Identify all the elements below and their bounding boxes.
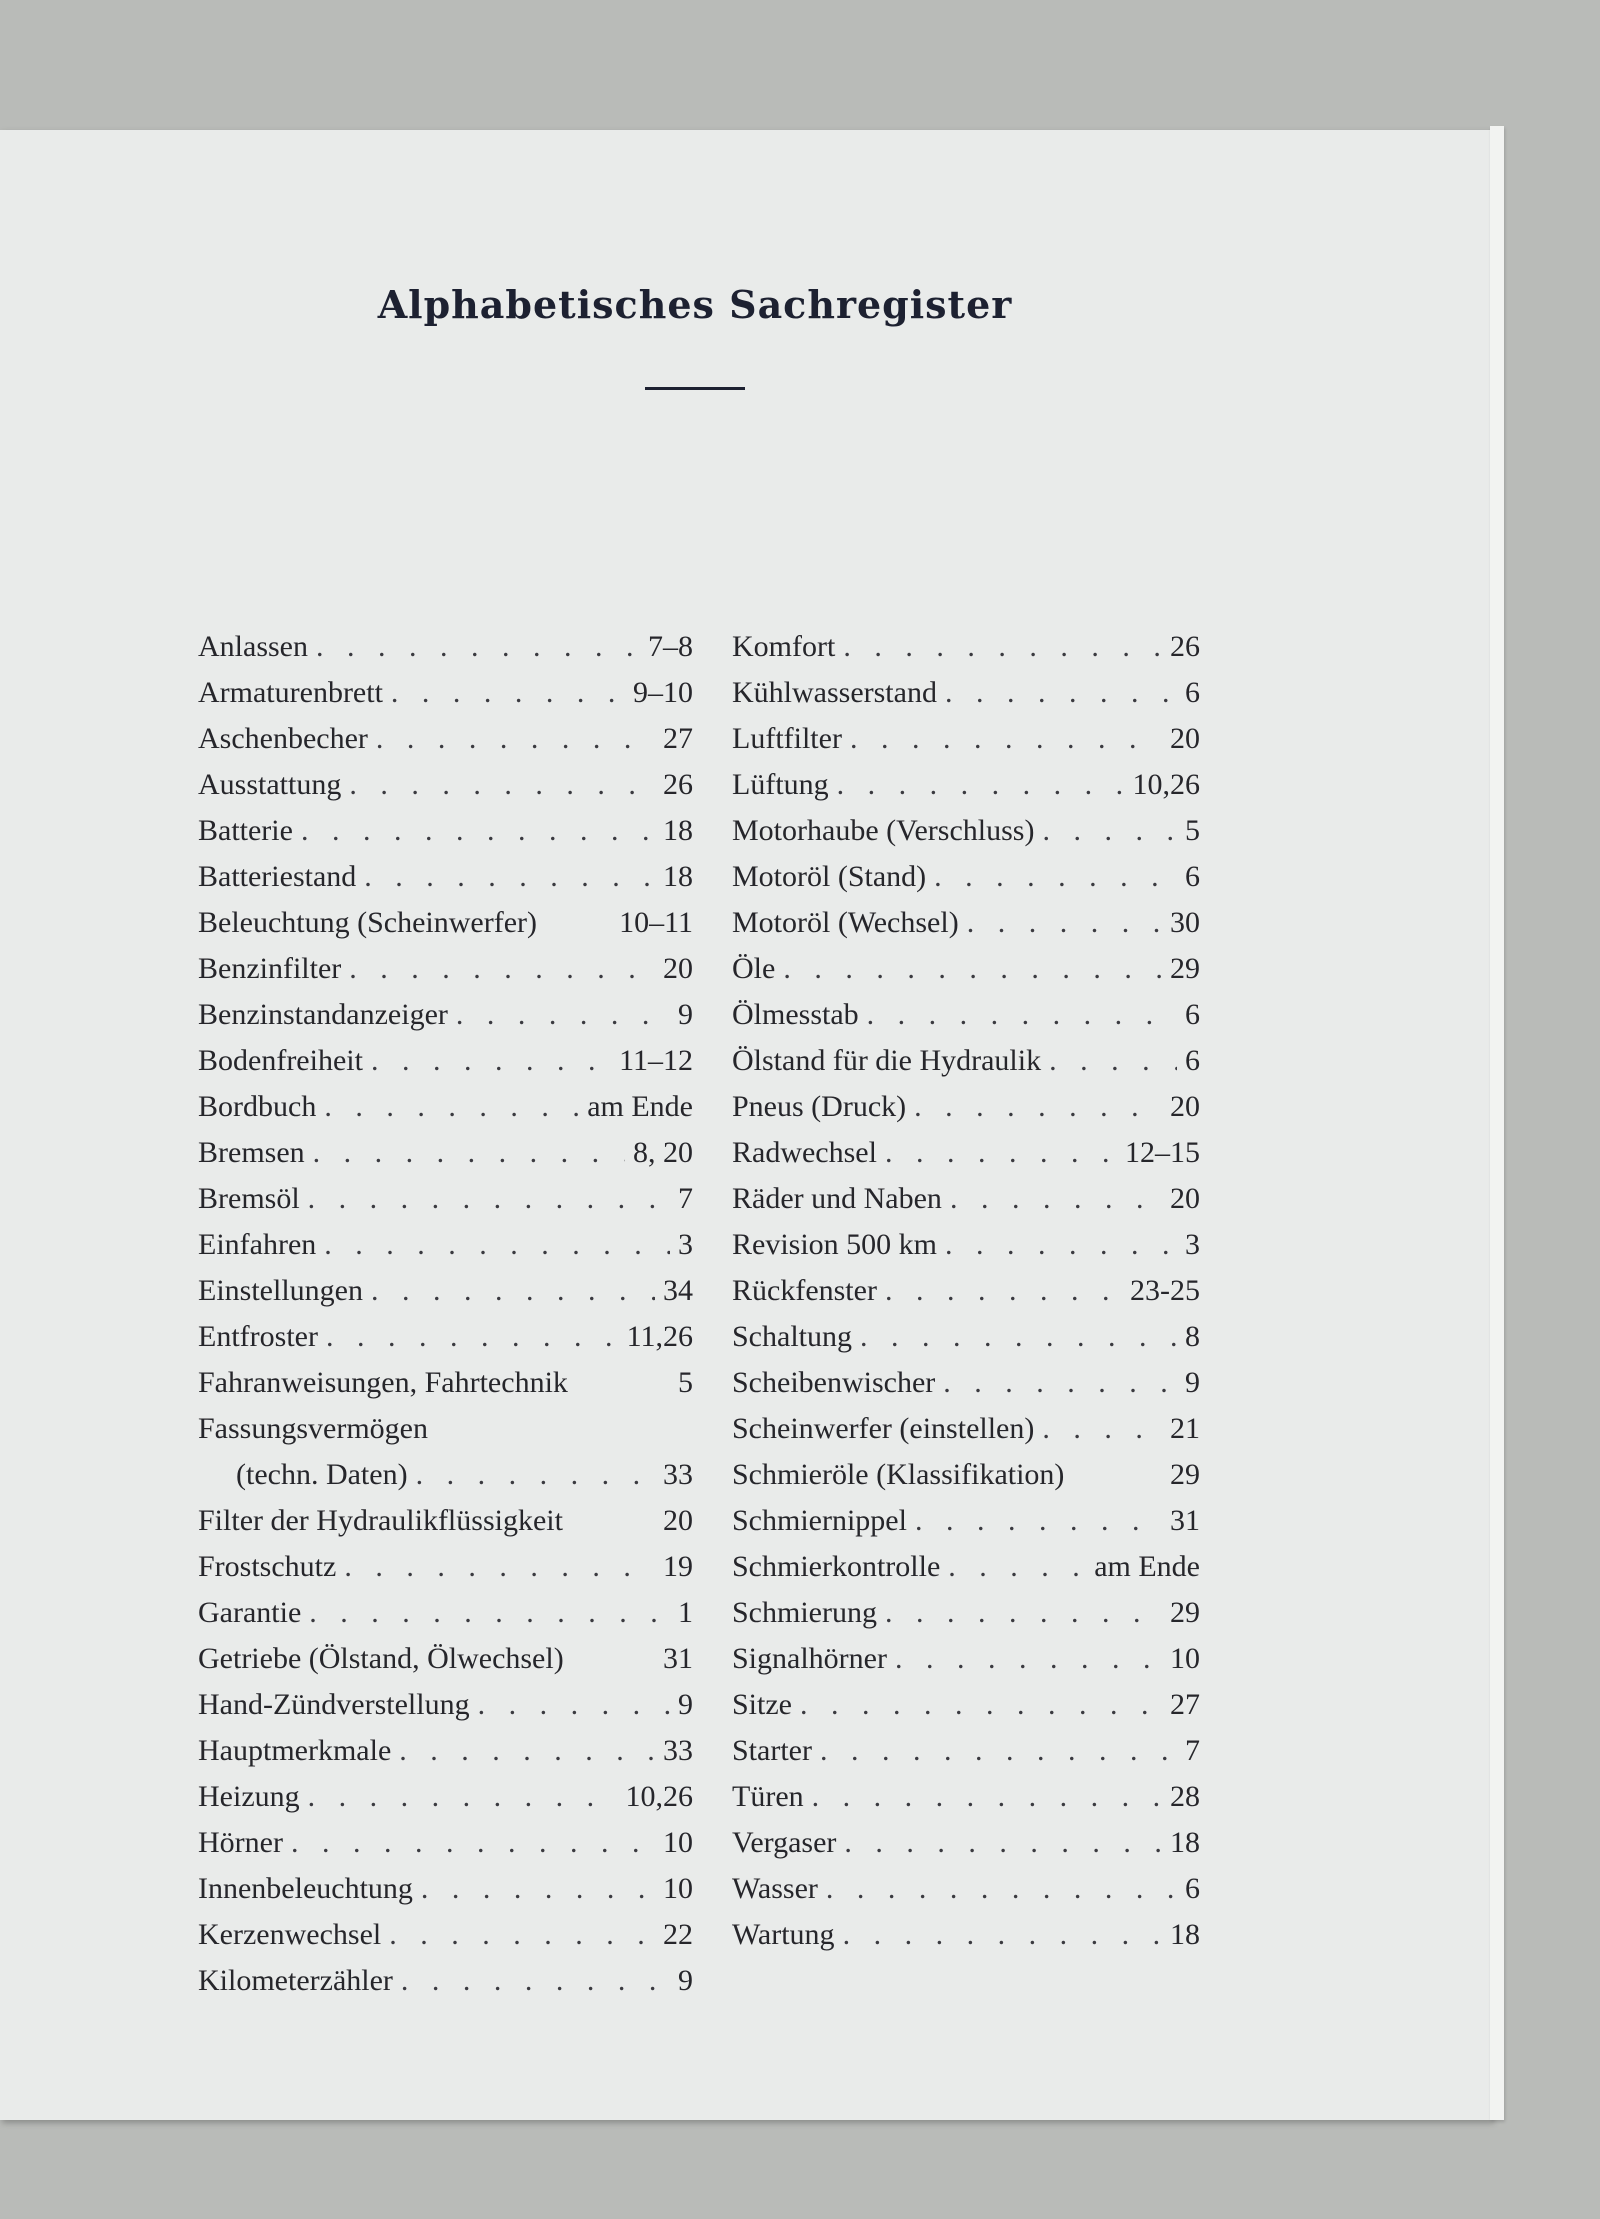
index-page-number: 6 [1185, 998, 1200, 1031]
index-entry [198, 1182, 693, 1228]
index-page-number: 31 [1170, 1504, 1200, 1537]
page-title: Alphabetisches Sachregister [377, 282, 1013, 327]
index-entry [198, 998, 693, 1044]
dot-leader [800, 1688, 1162, 1722]
index-page-number: 27 [663, 722, 693, 755]
index-entry [198, 1596, 693, 1642]
index-entry [732, 1366, 1200, 1412]
index-page-number: 9 [678, 1964, 693, 1997]
index-term: Rückfenster [732, 1274, 877, 1307]
index-entry [732, 814, 1200, 860]
index-entry [732, 1136, 1200, 1182]
index-term: Getriebe (Ölstand, Ölwechsel) [198, 1642, 564, 1675]
dot-leader [344, 1550, 655, 1584]
dot-leader [934, 860, 1177, 894]
index-term: Fassungsvermögen [198, 1412, 428, 1445]
dot-leader [950, 1182, 1162, 1216]
dot-leader [1042, 1412, 1162, 1446]
index-page-number: 10,26 [1132, 768, 1200, 801]
dot-leader [914, 1090, 1162, 1124]
index-page-number: 5 [1185, 814, 1200, 847]
index-entry [198, 860, 693, 906]
index-page-number: 18 [663, 814, 693, 847]
index-page-number: 18 [1170, 1826, 1200, 1859]
index-term: Ausstattung [198, 768, 342, 801]
dot-leader [843, 630, 1162, 664]
dot-leader [885, 1136, 1117, 1170]
index-term: (techn. Daten) [236, 1458, 408, 1491]
dot-leader [850, 722, 1162, 756]
index-page-number: 10 [663, 1826, 693, 1859]
index-page-number: 9 [678, 1688, 693, 1721]
index-entry [198, 1872, 693, 1918]
index-entry [732, 1734, 1200, 1780]
index-term: Hauptmerkmale [198, 1734, 392, 1767]
dot-leader [313, 1136, 625, 1170]
index-term: Einfahren [198, 1228, 317, 1261]
index-term: Vergaser [732, 1826, 837, 1859]
index-page-number: 31 [663, 1642, 693, 1675]
index-term: Scheinwerfer (einstellen) [732, 1412, 1035, 1445]
dot-leader [291, 1826, 655, 1860]
index-page-number: 20 [663, 952, 693, 985]
index-page-number: 9–10 [633, 676, 693, 709]
index-entry [198, 676, 693, 722]
index-entry [198, 1458, 693, 1504]
index-entry [732, 998, 1200, 1044]
index-entry [732, 630, 1200, 676]
index-page-number: 20 [1170, 1182, 1200, 1215]
index-entry [732, 1320, 1200, 1366]
index-page-number: am Ende [1094, 1550, 1200, 1583]
dot-leader [1042, 814, 1177, 848]
index-term: Batterie [198, 814, 293, 847]
dot-leader [826, 1872, 1177, 1906]
dot-leader [391, 676, 625, 710]
dot-leader [837, 768, 1125, 802]
index-entry [732, 722, 1200, 768]
index-page-number: 6 [1185, 860, 1200, 893]
index-term: Signalhörner [732, 1642, 887, 1675]
index-entry [198, 1688, 693, 1734]
index-page-number: 8 [1185, 1320, 1200, 1353]
index-page-number: 33 [663, 1458, 693, 1491]
index-page-number: 7 [1185, 1734, 1200, 1767]
index-term: Hand-Zündverstellung [198, 1688, 470, 1721]
index-page-number: 9 [678, 998, 693, 1031]
index-term: Kühlwasserstand [732, 676, 937, 709]
index-page-number: 3 [678, 1228, 693, 1261]
dot-leader [885, 1596, 1162, 1630]
index-term: Beleuchtung (Scheinwerfer) [198, 906, 538, 939]
index-page-number: 5 [678, 1366, 693, 1399]
index-term: Schmiernippel [732, 1504, 907, 1537]
index-term: Bremsen [198, 1136, 305, 1169]
index-page-number: 9 [1185, 1366, 1200, 1399]
index-entry [732, 1642, 1200, 1688]
index-term: Kilometerzähler [198, 1964, 393, 1997]
index-term: Innenbeleuchtung [198, 1872, 413, 1905]
dot-leader [326, 1320, 619, 1354]
index-entry [198, 1090, 693, 1136]
index-entry [198, 906, 693, 952]
index-page-number: 6 [1185, 1872, 1200, 1905]
index-entry [198, 1504, 693, 1550]
index-entry [198, 1918, 693, 1964]
index-page-number: 28 [1170, 1780, 1200, 1813]
index-term: Bremsöl [198, 1182, 300, 1215]
index-page-number: 33 [663, 1734, 693, 1767]
index-entry [732, 1688, 1200, 1734]
index-page-number: 8, 20 [633, 1136, 693, 1169]
index-entry [198, 1734, 693, 1780]
index-term: Benzinstandanzeiger [198, 998, 448, 1031]
index-term: Wartung [732, 1918, 835, 1951]
dot-leader [967, 906, 1162, 940]
index-entry [198, 1412, 693, 1458]
index-entry [732, 952, 1200, 998]
dot-leader [364, 860, 655, 894]
index-term: Türen [732, 1780, 804, 1813]
index-term: Batteriestand [198, 860, 357, 893]
dot-leader [389, 1918, 655, 1952]
index-term: Motorhaube (Verschluss) [732, 814, 1035, 847]
index-entry [198, 1964, 693, 2010]
index-term: Motoröl (Stand) [732, 860, 927, 893]
index-page-number: 23-25 [1130, 1274, 1200, 1307]
index-entry [198, 952, 693, 998]
index-page-number: 30 [1170, 906, 1200, 939]
index-entry [732, 1872, 1200, 1918]
index-page-number: 7 [678, 1182, 693, 1215]
dot-leader [943, 1366, 1177, 1400]
dot-leader [349, 768, 655, 802]
index-entry [198, 814, 693, 860]
index-page-number: 18 [663, 860, 693, 893]
index-term: Benzinfilter [198, 952, 342, 985]
index-entry [732, 1780, 1200, 1826]
dot-leader [301, 814, 655, 848]
index-page-number: 22 [663, 1918, 693, 1951]
index-entry [732, 768, 1200, 814]
index-page-number: 34 [663, 1274, 693, 1307]
index-term: Öle [732, 952, 776, 985]
index-page-number: 12–15 [1125, 1136, 1200, 1169]
index-entry [198, 1274, 693, 1320]
index-page-number: 21 [1170, 1412, 1200, 1445]
index-term: Ölmesstab [732, 998, 859, 1031]
title-underline [645, 387, 745, 390]
index-term: Hörner [198, 1826, 283, 1859]
index-entry [732, 1596, 1200, 1642]
index-term: Bordbuch [198, 1090, 317, 1123]
dot-leader [783, 952, 1162, 986]
index-page-number: 11–12 [619, 1044, 693, 1077]
index-entry [198, 1044, 693, 1090]
dot-leader [945, 676, 1177, 710]
dot-leader [399, 1734, 655, 1768]
index-term: Aschenbecher [198, 722, 368, 755]
index-page-number: 26 [663, 768, 693, 801]
dot-leader [948, 1550, 1086, 1584]
index-page-number: 18 [1170, 1918, 1200, 1951]
index-page-number: 20 [1170, 1090, 1200, 1123]
index-entry [732, 1228, 1200, 1274]
dot-leader [867, 998, 1177, 1032]
index-term: Sitze [732, 1688, 792, 1721]
index-term: Einstellungen [198, 1274, 363, 1307]
index-term: Schmieröle (Klassifikation) [732, 1458, 1065, 1491]
index-term: Komfort [732, 630, 836, 663]
dot-leader [316, 630, 640, 664]
index-page-number: 29 [1170, 1596, 1200, 1629]
index-term: Räder und Naben [732, 1182, 942, 1215]
dot-leader [820, 1734, 1177, 1768]
index-page-number: 10 [1170, 1642, 1200, 1675]
index-term: Luftfilter [732, 722, 842, 755]
dot-leader [421, 1872, 655, 1906]
index-page-number: 3 [1185, 1228, 1200, 1261]
dot-leader [416, 1458, 655, 1492]
index-column-left [198, 630, 693, 2010]
dot-leader [478, 1688, 670, 1722]
index-page-number: 10–11 [619, 906, 693, 939]
dot-leader [895, 1642, 1162, 1676]
index-entry [198, 722, 693, 768]
index-page-number: 1 [678, 1596, 693, 1629]
index-entry [732, 1826, 1200, 1872]
index-term: Kerzenwechsel [198, 1918, 382, 1951]
index-entry [732, 1274, 1200, 1320]
index-page-number: 29 [1170, 1458, 1200, 1491]
index-entry [732, 906, 1200, 952]
index-term: Armaturenbrett [198, 676, 383, 709]
index-term: Motoröl (Wechsel) [732, 906, 959, 939]
index-entry [732, 1550, 1200, 1596]
index-entry [198, 1228, 693, 1274]
index-term: Lüftung [732, 768, 829, 801]
dot-leader [860, 1320, 1177, 1354]
index-term: Heizung [198, 1780, 300, 1813]
index-term: Fahranweisungen, Fahrtechnik [198, 1366, 568, 1399]
index-page-number: am Ende [587, 1090, 693, 1123]
index-page-number: 20 [663, 1504, 693, 1537]
dot-leader [308, 1182, 670, 1216]
index-entry [732, 1504, 1200, 1550]
dot-leader [812, 1780, 1162, 1814]
dot-leader [371, 1274, 655, 1308]
index-page-number: 20 [1170, 722, 1200, 755]
index-term: Pneus (Druck) [732, 1090, 907, 1123]
index-page-number: 6 [1185, 1044, 1200, 1077]
index-entry [198, 768, 693, 814]
dot-leader [843, 1918, 1162, 1952]
dot-leader [324, 1228, 670, 1262]
index-term: Scheibenwischer [732, 1366, 936, 1399]
dot-leader [844, 1826, 1162, 1860]
dot-leader [324, 1090, 579, 1124]
index-term: Wasser [732, 1872, 818, 1905]
index-term: Filter der Hydraulikflüssigkeit [198, 1504, 563, 1537]
index-page-number: 11,26 [626, 1320, 693, 1353]
dot-leader [885, 1274, 1122, 1308]
index-term: Ölstand für die Hydraulik [732, 1044, 1042, 1077]
index-page-number: 10,26 [625, 1780, 693, 1813]
index-column-right [732, 630, 1200, 1964]
index-term: Revision 500 km [732, 1228, 938, 1261]
index-page-number: 10 [663, 1872, 693, 1905]
dot-leader [349, 952, 655, 986]
dot-leader [376, 722, 655, 756]
index-page-number: 27 [1170, 1688, 1200, 1721]
index-term: Radwechsel [732, 1136, 877, 1169]
index-entry [198, 630, 693, 676]
dot-leader [456, 998, 670, 1032]
index-page-number: 29 [1170, 952, 1200, 985]
dot-leader [915, 1504, 1162, 1538]
index-page-number: 19 [663, 1550, 693, 1583]
index-term: Schmierkontrolle [732, 1550, 941, 1583]
index-term: Bodenfreiheit [198, 1044, 363, 1077]
index-entry [732, 1918, 1200, 1964]
index-entry [198, 1780, 693, 1826]
index-entry [732, 1412, 1200, 1458]
index-entry [198, 1136, 693, 1182]
index-term: Starter [732, 1734, 812, 1767]
dot-leader [1049, 1044, 1177, 1078]
index-entry [732, 676, 1200, 722]
index-entry [198, 1366, 693, 1412]
index-page [0, 130, 1492, 2120]
index-term: Frostschutz [198, 1550, 337, 1583]
dot-leader [401, 1964, 670, 1998]
dot-leader [371, 1044, 611, 1078]
index-entry [732, 1090, 1200, 1136]
index-entry [198, 1550, 693, 1596]
dot-leader [309, 1596, 670, 1630]
index-entry [198, 1320, 693, 1366]
index-entry [198, 1826, 693, 1872]
index-entry [732, 1044, 1200, 1090]
index-term: Anlassen [198, 630, 308, 663]
index-page-number: 7–8 [648, 630, 693, 663]
index-page-number: 26 [1170, 630, 1200, 663]
index-entry [732, 1182, 1200, 1228]
index-entry [732, 860, 1200, 906]
index-page-number: 6 [1185, 676, 1200, 709]
dot-leader [308, 1780, 618, 1814]
index-term: Schaltung [732, 1320, 852, 1353]
index-entry [198, 1642, 693, 1688]
index-entry [732, 1458, 1200, 1504]
dot-leader [945, 1228, 1177, 1262]
index-term: Schmierung [732, 1596, 877, 1629]
index-term: Entfroster [198, 1320, 318, 1353]
index-term: Garantie [198, 1596, 302, 1629]
